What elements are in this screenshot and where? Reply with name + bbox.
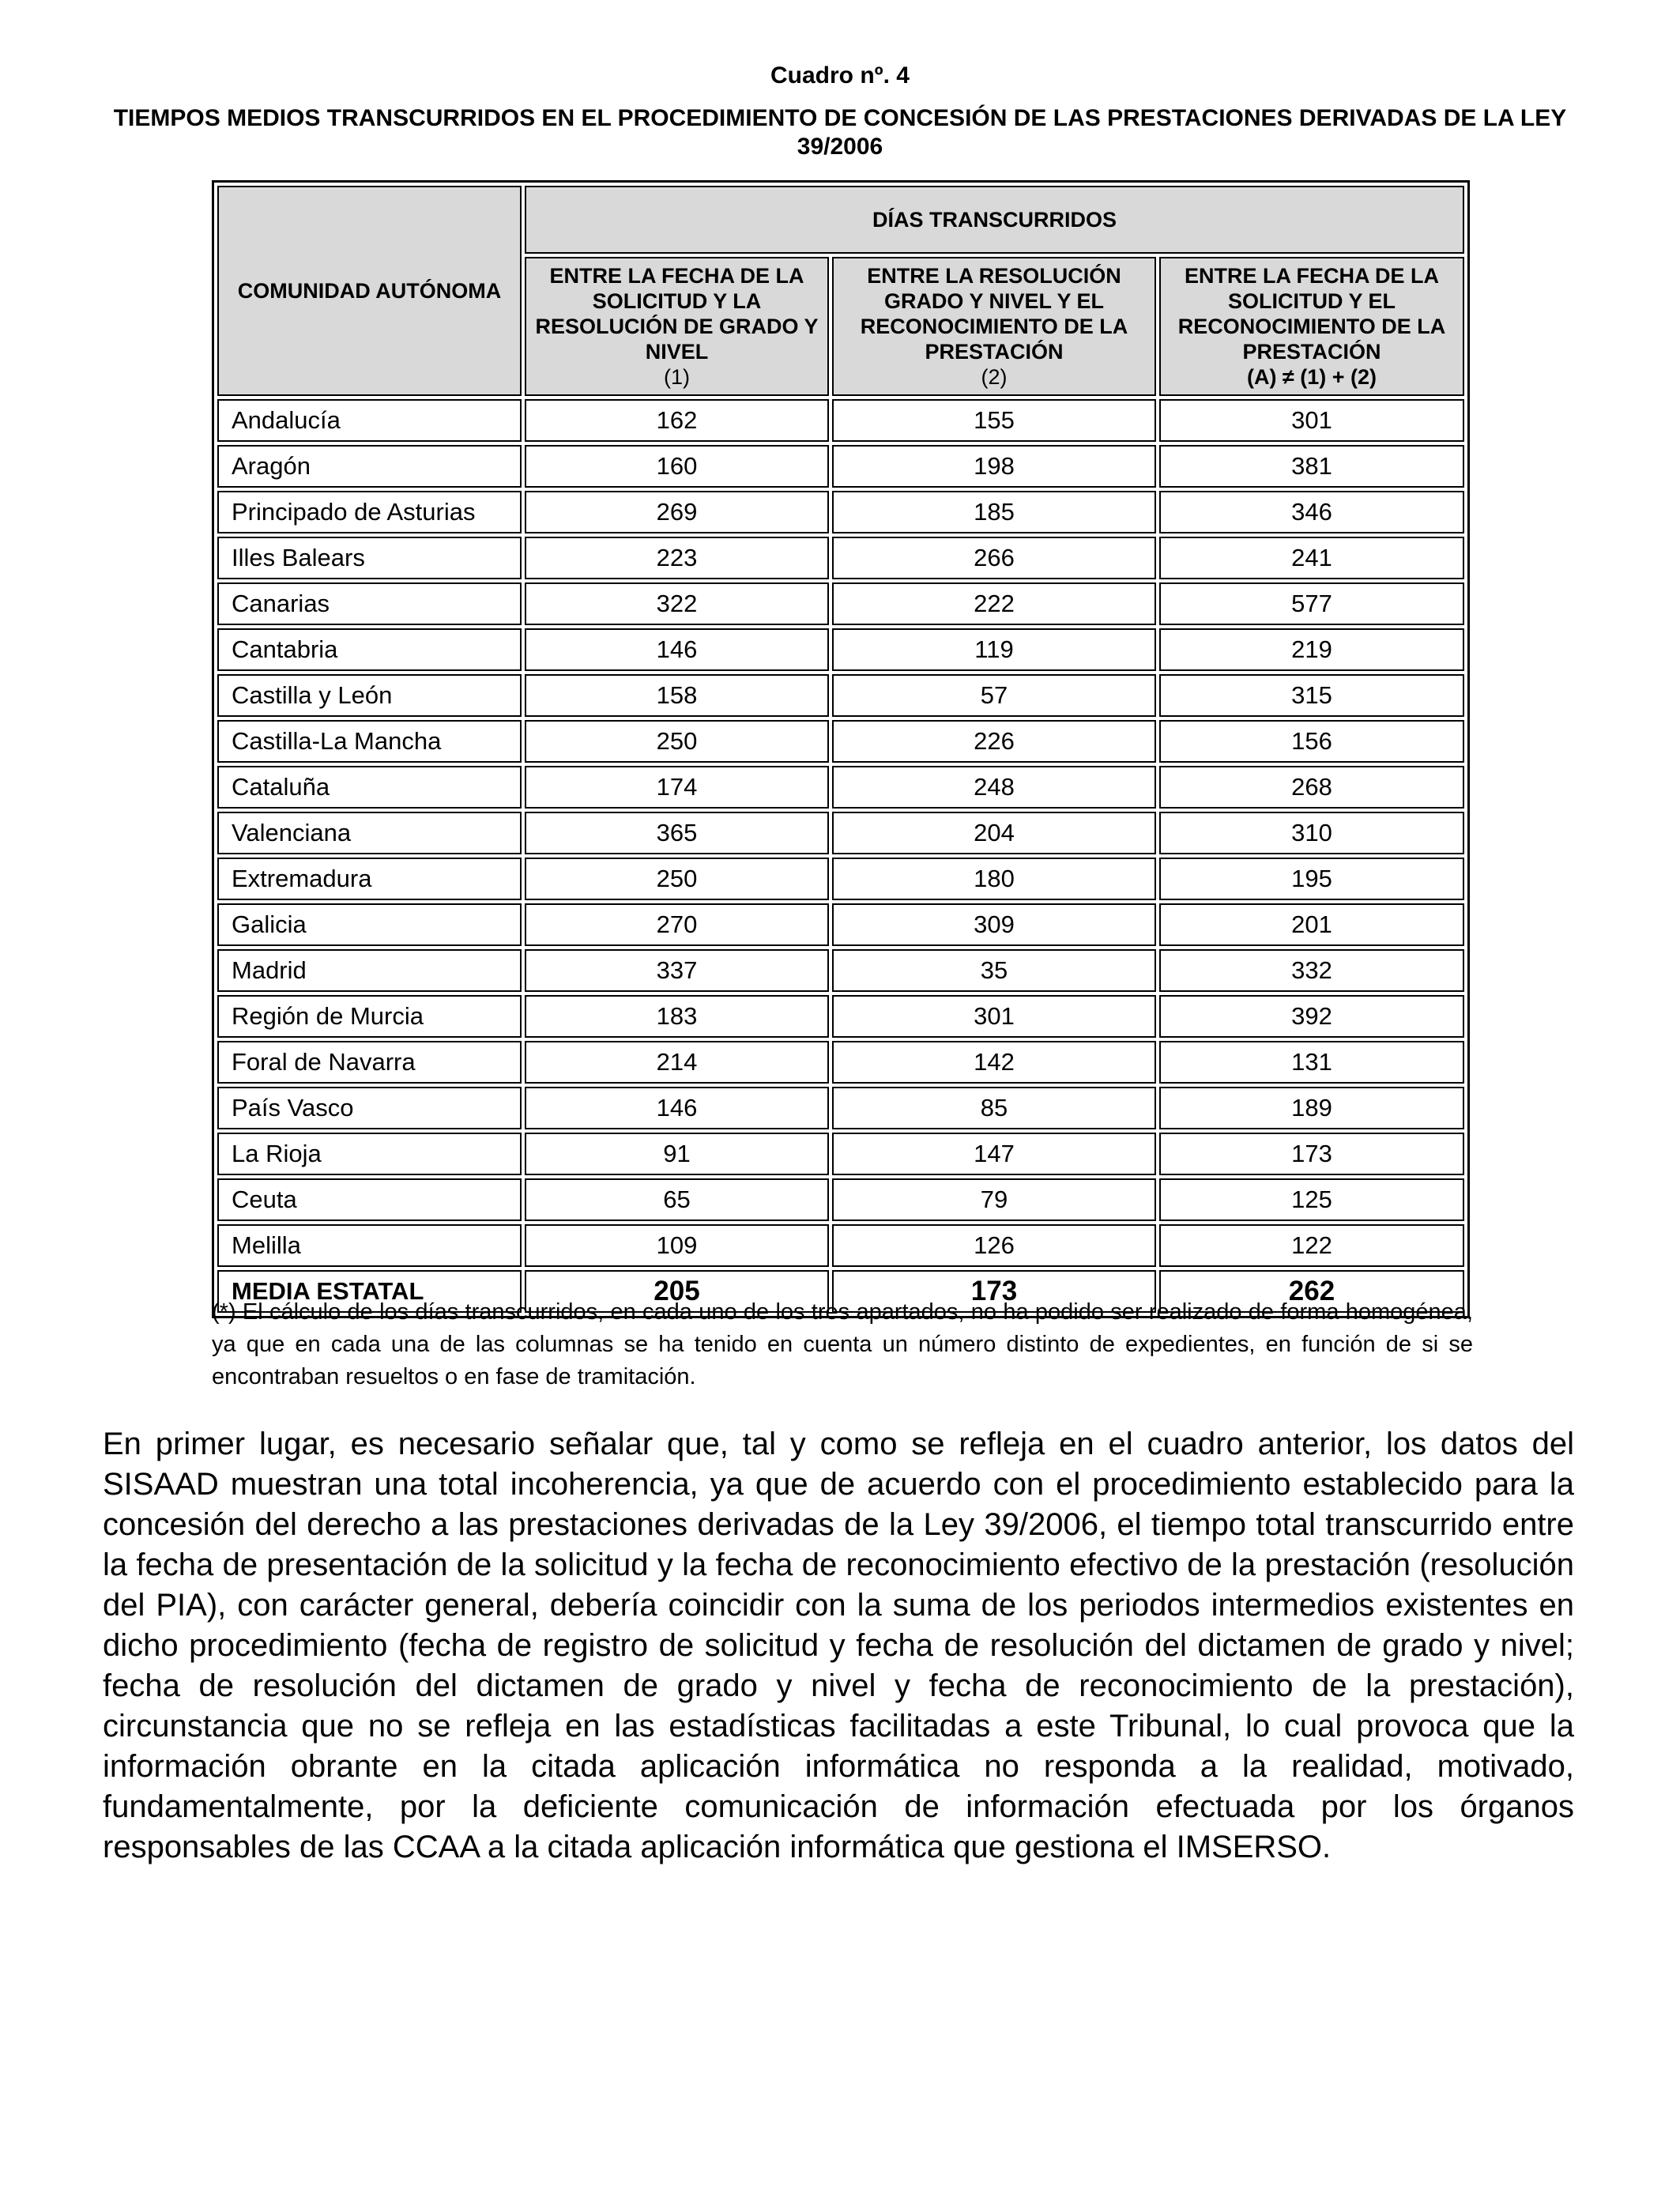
table-row: [217, 628, 1464, 671]
value-cell-3: 131: [1159, 1041, 1464, 1084]
value-cell-1: 365: [525, 812, 829, 854]
column-header-number: (1): [664, 365, 690, 389]
table-row: [217, 949, 1464, 992]
value-cell-3: 310: [1159, 812, 1464, 854]
value-cell-3: 301: [1159, 399, 1464, 442]
table-title: TIEMPOS MEDIOS TRANSCURRIDOS EN EL PROCEDIMIENTO DE CONCESIÓN DE LAS PRESTACIONES DERIVADAS DE LA LEY 39/2006: [113, 105, 1567, 160]
table-row: [217, 858, 1464, 900]
region-column-header: COMUNIDAD AUTÓNOMA: [217, 186, 522, 396]
value-cell-1: 183: [525, 995, 829, 1038]
value-cell-1: 109: [525, 1224, 829, 1267]
value-cell-1: 337: [525, 949, 829, 992]
value-cell-1: 269: [525, 491, 829, 533]
value-cell-3: 332: [1159, 949, 1464, 992]
value-cell-1: 174: [525, 766, 829, 809]
table-row: [217, 445, 1464, 488]
table-row: [217, 903, 1464, 946]
table-row: [217, 1041, 1464, 1084]
value-cell-1: 160: [525, 445, 829, 488]
table-row: [217, 766, 1464, 809]
column-header-number: (2): [981, 365, 1008, 389]
value-cell-2: 126: [832, 1224, 1156, 1267]
value-cell-2: 204: [832, 812, 1156, 854]
value-cell-3: 173: [1159, 1133, 1464, 1175]
table-row: [217, 720, 1464, 763]
table-body: [217, 399, 1464, 1313]
table-row: [217, 1133, 1464, 1175]
region-name-cell: Principado de Asturias: [217, 491, 522, 533]
body-paragraph: En primer lugar, es necesario señalar que, tal y como se refleja en el cuadro anterior, los datos del SISAAD muestran una total incoherencia, ya que de acuerdo con el procedimiento establecido para la concesión del derecho a las prestaciones derivadas de la Ley 39/2006, el tiempo total transcurrido entre la fecha de presentación de la solicitud y la fecha de reconocimiento efectivo de la prestación (resolución del PIA), con carácter general, debería coincidir con la suma de los periodos intermedios existentes en dicho procedimiento (fecha de registro de solicitud y fecha de resolución del dictamen de grado y nivel; fecha de resolución del dictamen de grado y nivel y fecha de reconocimiento de la prestación), circunstancia que no se refleja en las estadísticas facilitadas a este Tribunal, lo cual provoca que la información obrante en la citada aplicación informática no responda a la realidad, motivado, fundamentalmente, por la deficiente comunicación de información efectuada por los órganos responsables de las CCAA a la citada aplicación informática que gestiona el IMSERSO.: [103, 1427, 1574, 1864]
value-cell-2: 35: [832, 949, 1156, 992]
region-name-cell: Andalucía: [217, 399, 522, 442]
region-name-cell: País Vasco: [217, 1087, 522, 1129]
region-name-cell: Ceuta: [217, 1178, 522, 1221]
value-cell-1: 270: [525, 903, 829, 946]
region-name-cell: Valenciana: [217, 812, 522, 854]
value-cell-2: 198: [832, 445, 1156, 488]
table-row: [217, 674, 1464, 717]
value-cell-3: 156: [1159, 720, 1464, 763]
value-cell-3: 201: [1159, 903, 1464, 946]
value-cell-3: 315: [1159, 674, 1464, 717]
table-row: [217, 812, 1464, 854]
value-cell-1: 162: [525, 399, 829, 442]
value-cell-1: 146: [525, 1087, 829, 1129]
value-cell-2: 142: [832, 1041, 1156, 1084]
days-table: [212, 180, 1470, 1318]
value-cell-3: 189: [1159, 1087, 1464, 1129]
column-header-label: ENTRE LA RESOLUCIÓN GRADO Y NIVEL Y EL RECONOCIMIENTO DE LA PRESTACIÓN: [860, 264, 1128, 364]
column-header-1: [525, 257, 829, 396]
total-value-1: 205: [525, 1270, 829, 1313]
region-name-cell: Extremadura: [217, 858, 522, 900]
column-header-3: [1159, 257, 1464, 396]
value-cell-2: 185: [832, 491, 1156, 533]
value-cell-2: 222: [832, 582, 1156, 625]
value-cell-3: 577: [1159, 582, 1464, 625]
column-header-2: [832, 257, 1156, 396]
value-cell-1: 146: [525, 628, 829, 671]
region-name-cell: La Rioja: [217, 1133, 522, 1175]
value-cell-1: 322: [525, 582, 829, 625]
value-cell-1: 91: [525, 1133, 829, 1175]
column-header-label: ENTRE LA FECHA DE LA SOLICITUD Y EL RECONOCIMIENTO DE LA PRESTACIÓN: [1177, 264, 1446, 364]
value-cell-2: 180: [832, 858, 1156, 900]
value-cell-2: 266: [832, 537, 1156, 579]
value-cell-3: 122: [1159, 1224, 1464, 1267]
value-cell-2: 309: [832, 903, 1156, 946]
table-row: [217, 582, 1464, 625]
region-name-cell: Aragón: [217, 445, 522, 488]
value-cell-3: 125: [1159, 1178, 1464, 1221]
region-name-cell: Melilla: [217, 1224, 522, 1267]
value-cell-2: 79: [832, 1178, 1156, 1221]
table-row: [217, 1087, 1464, 1129]
days-group-header: DÍAS TRANSCURRIDOS: [525, 186, 1464, 254]
value-cell-2: 57: [832, 674, 1156, 717]
region-name-cell: Castilla-La Mancha: [217, 720, 522, 763]
value-cell-1: 214: [525, 1041, 829, 1084]
value-cell-1: 250: [525, 720, 829, 763]
table-row: [217, 1224, 1464, 1267]
region-name-cell: Cantabria: [217, 628, 522, 671]
region-name-cell: Foral de Navarra: [217, 1041, 522, 1084]
value-cell-3: 241: [1159, 537, 1464, 579]
table-footnote: (*) El cálculo de los días transcurridos, en cada uno de los tres apartados, no ha podido ser realizado de forma homogénea, ya que en cada una de las columnas se ha tenido en cuenta un número distinto de expedientes, en función de si se encontraban resueltos o en fase de tramitación.: [212, 1299, 1473, 1389]
region-name-cell: Región de Murcia: [217, 995, 522, 1038]
total-label-cell: MEDIA ESTATAL: [217, 1270, 522, 1313]
value-cell-2: 226: [832, 720, 1156, 763]
value-cell-1: 65: [525, 1178, 829, 1221]
region-name-cell: Galicia: [217, 903, 522, 946]
value-cell-2: 119: [832, 628, 1156, 671]
table-row: [217, 491, 1464, 533]
table-caption: Cuadro nº. 4: [770, 62, 910, 89]
total-value-3: 262: [1159, 1270, 1464, 1313]
value-cell-2: 155: [832, 399, 1156, 442]
value-cell-3: 219: [1159, 628, 1464, 671]
value-cell-3: 381: [1159, 445, 1464, 488]
value-cell-3: 346: [1159, 491, 1464, 533]
table-row: [217, 537, 1464, 579]
value-cell-3: 195: [1159, 858, 1464, 900]
total-value-2: 173: [832, 1270, 1156, 1313]
value-cell-3: 392: [1159, 995, 1464, 1038]
region-name-cell: Madrid: [217, 949, 522, 992]
value-cell-2: 301: [832, 995, 1156, 1038]
value-cell-2: 147: [832, 1133, 1156, 1175]
region-name-cell: Canarias: [217, 582, 522, 625]
value-cell-1: 223: [525, 537, 829, 579]
column-header-label: ENTRE LA FECHA DE LA SOLICITUD Y LA RESOLUCIÓN DE GRADO Y NIVEL: [535, 264, 819, 364]
value-cell-1: 250: [525, 858, 829, 900]
value-cell-1: 158: [525, 674, 829, 717]
value-cell-3: 268: [1159, 766, 1464, 809]
table-row: [217, 1178, 1464, 1221]
table-row: [217, 399, 1464, 442]
column-header-number: (A) ≠ (1) + (2): [1246, 365, 1377, 389]
region-name-cell: Castilla y León: [217, 674, 522, 717]
region-name-cell: Cataluña: [217, 766, 522, 809]
table-row: [217, 995, 1464, 1038]
region-name-cell: Illes Balears: [217, 537, 522, 579]
value-cell-2: 85: [832, 1087, 1156, 1129]
value-cell-2: 248: [832, 766, 1156, 809]
